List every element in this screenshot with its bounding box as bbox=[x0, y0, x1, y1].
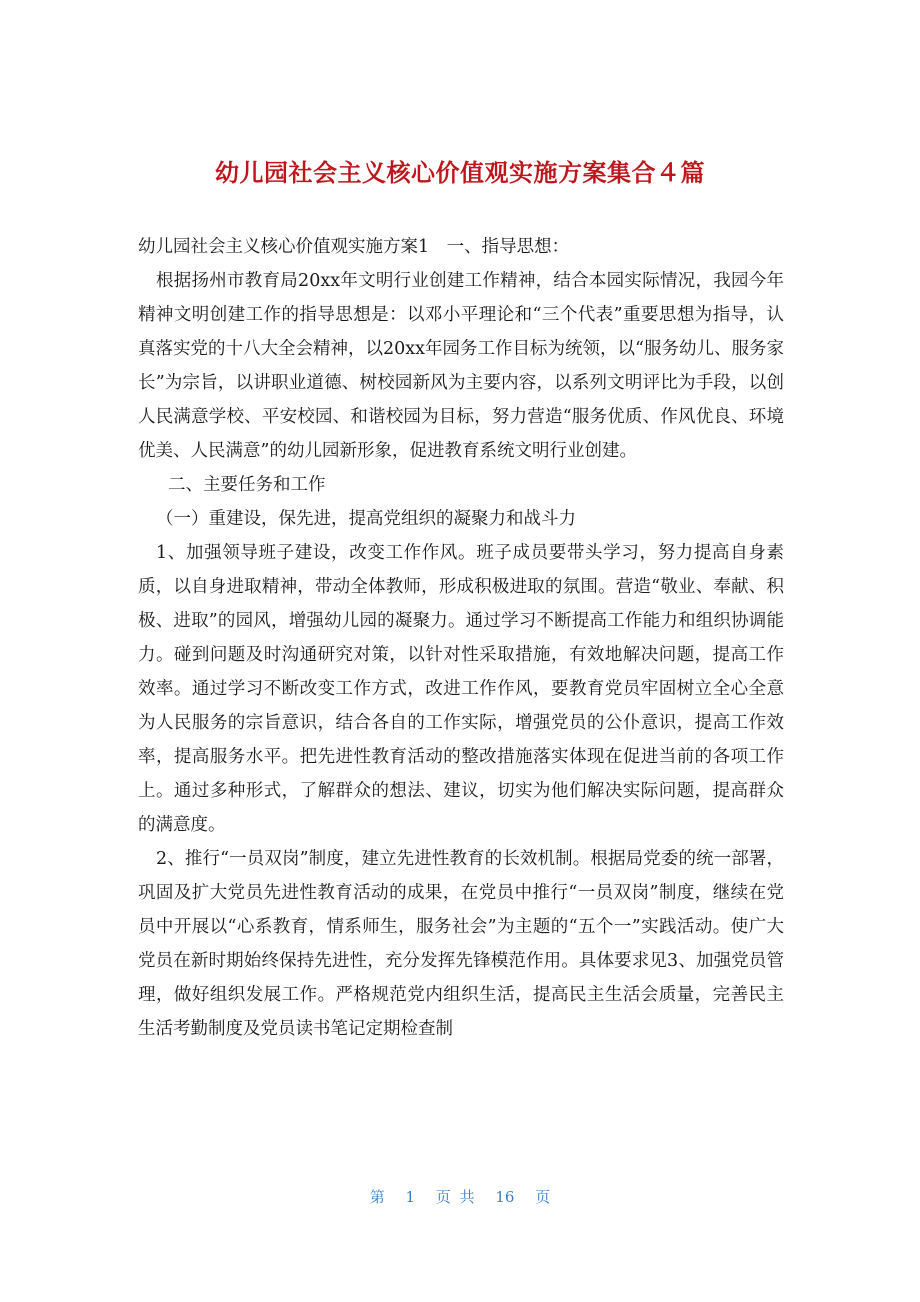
section-heading-intro: 幼儿园社会主义核心价值观实施方案1 一、指导思想： bbox=[138, 237, 570, 257]
paragraph-dual-post: 2、推行“一员双岗”制度，建立先进性教育的长效机制。根据局党委的统一部署，巩固及扩大党员先进性教育活动的成果，在党员中推行“一员双岗”制度，继续在党员中开展以“心系教育，情系师生，服务社会”为主题的“五个一”实践活动。使广大党员在新时期始终保持先进性，充分发挥先锋模范作用。具体要求见3、加强党员管理，做好组织发展工作。严格规范党内组织生活，提高民主生活会质量，完善民主生活考勤制度及党员读书笔记定期检查制 bbox=[138, 849, 784, 1039]
document-title: 幼儿园社会主义核心价值观实施方案集合４篇 bbox=[215, 159, 705, 188]
footer-page-label: 第 bbox=[369, 1188, 385, 1206]
page-footer bbox=[0, 1186, 920, 1207]
section-heading-main-tasks: 二、主要任务和工作 bbox=[168, 475, 326, 495]
footer-current-page: 1 bbox=[405, 1188, 416, 1206]
footer-total-pages: 16 bbox=[495, 1188, 515, 1206]
subsection-heading-construction: （一）重建设，保先进，提高党组织的凝聚力和战斗力 bbox=[156, 509, 576, 529]
document-body bbox=[138, 230, 784, 1046]
paragraph-leadership: 1、加强领导班子建设，改变工作作风。班子成员要带头学习，努力提高自身素质，以自身进取精神，带动全体教师，形成积极进取的氛围。营造“敬业、奉献、积极、进取”的园风，增强幼儿园的凝聚力。通过学习不断提高工作能力和组织协调能力。碰到问题及时沟通研究对策，以针对性采取措施，有效地解决问题，提高工作效率。通过学习不断改变工作方式，改进工作作风，要教育党员牢固树立全心全意为人民服务的宗旨意识，结合各自的工作实际，增强党员的公仆意识，提高工作效率，提高服务水平。把先进性教育活动的整改措施落实体现在促进当前的各项工作上。通过多种形式，了解群众的想法、建议，切实为他们解决实际问题，提高群众的满意度。 bbox=[138, 543, 784, 835]
paragraph-guiding-ideology: 根据扬州市教育局20xx年文明行业创建工作精神，结合本园实际情况，我园今年精神文明创建工作的指导思想是：以邓小平理论和“三个代表”重要思想为指导，认真落实党的十八大全会精神，以20xx年园务工作目标为统领，以“服务幼儿、服务家长”为宗旨，以讲职业道德、树校园新风为主要内容，以系列文明评比为手段，以创人民满意学校、平安校园、和谐校园为目标，努力营造“服务优质、作风优良、环境优美、人民满意”的幼儿园新形象，促进教育系统文明行业创建。 bbox=[138, 271, 784, 461]
footer-pages-label: 页 bbox=[535, 1188, 551, 1206]
footer-of-label: 页 共 bbox=[435, 1188, 475, 1206]
